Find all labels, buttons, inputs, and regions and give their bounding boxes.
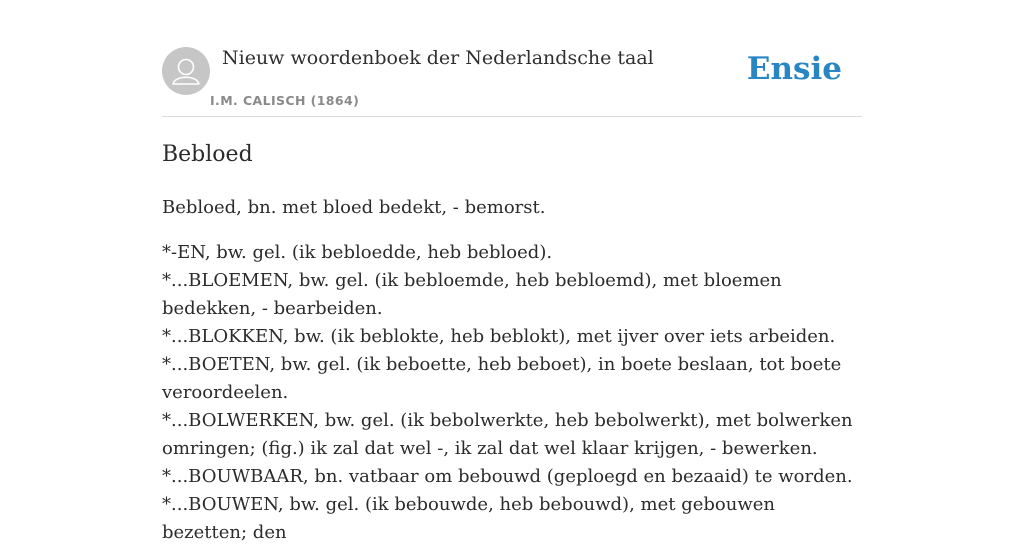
entry-item: *...BOUWEN, bw. gel. (ik bebouwde, heb bebouwd), met gebouwen bezetten; den xyxy=(162,494,775,543)
ensie-logo[interactable]: Ensie xyxy=(746,51,842,87)
book-title[interactable]: Nieuw woordenboek der Nederlandsche taal xyxy=(222,47,654,69)
entry-item: *-EN, bw. gel. (ik bebloedde, heb bebloed). xyxy=(162,242,553,263)
author-name[interactable]: I.M. CALISCH (1864) xyxy=(210,93,360,108)
entry-item: *...BOLWERKEN, bw. gel. (ik bebolwerkte, heb bebolwerkt), met bolwerken omringen; (fig.) ik zal dat wel -, ik zal dat wel klaar krijgen, - bewerken. xyxy=(162,410,853,459)
entry-item: *...BLOEMEN, bw. gel. (ik bebloemde, heb bebloemd), met bloemen bedekken, - bearbeiden. xyxy=(162,270,782,319)
site-header xyxy=(162,0,862,117)
definition-text: Bebloed, bn. met bloed bedekt, - bemorst. xyxy=(162,197,546,218)
entry-item: *...BLOKKEN, bw. (ik beblokte, heb beblokt), met ijver over iets arbeiden. xyxy=(162,326,836,347)
entry-list xyxy=(162,239,862,547)
user-silhouette-icon xyxy=(162,47,210,95)
entry-item: *...BOETEN, bw. gel. (ik beboette, heb beboet), in boete beslaan, tot boete veroordeelen. xyxy=(162,354,842,403)
page-title: Bebloed xyxy=(162,142,253,167)
entry-item: *...BOUWBAAR, bn. vatbaar om bebouwd (geploegd en bezaaid) te worden. xyxy=(162,466,853,487)
